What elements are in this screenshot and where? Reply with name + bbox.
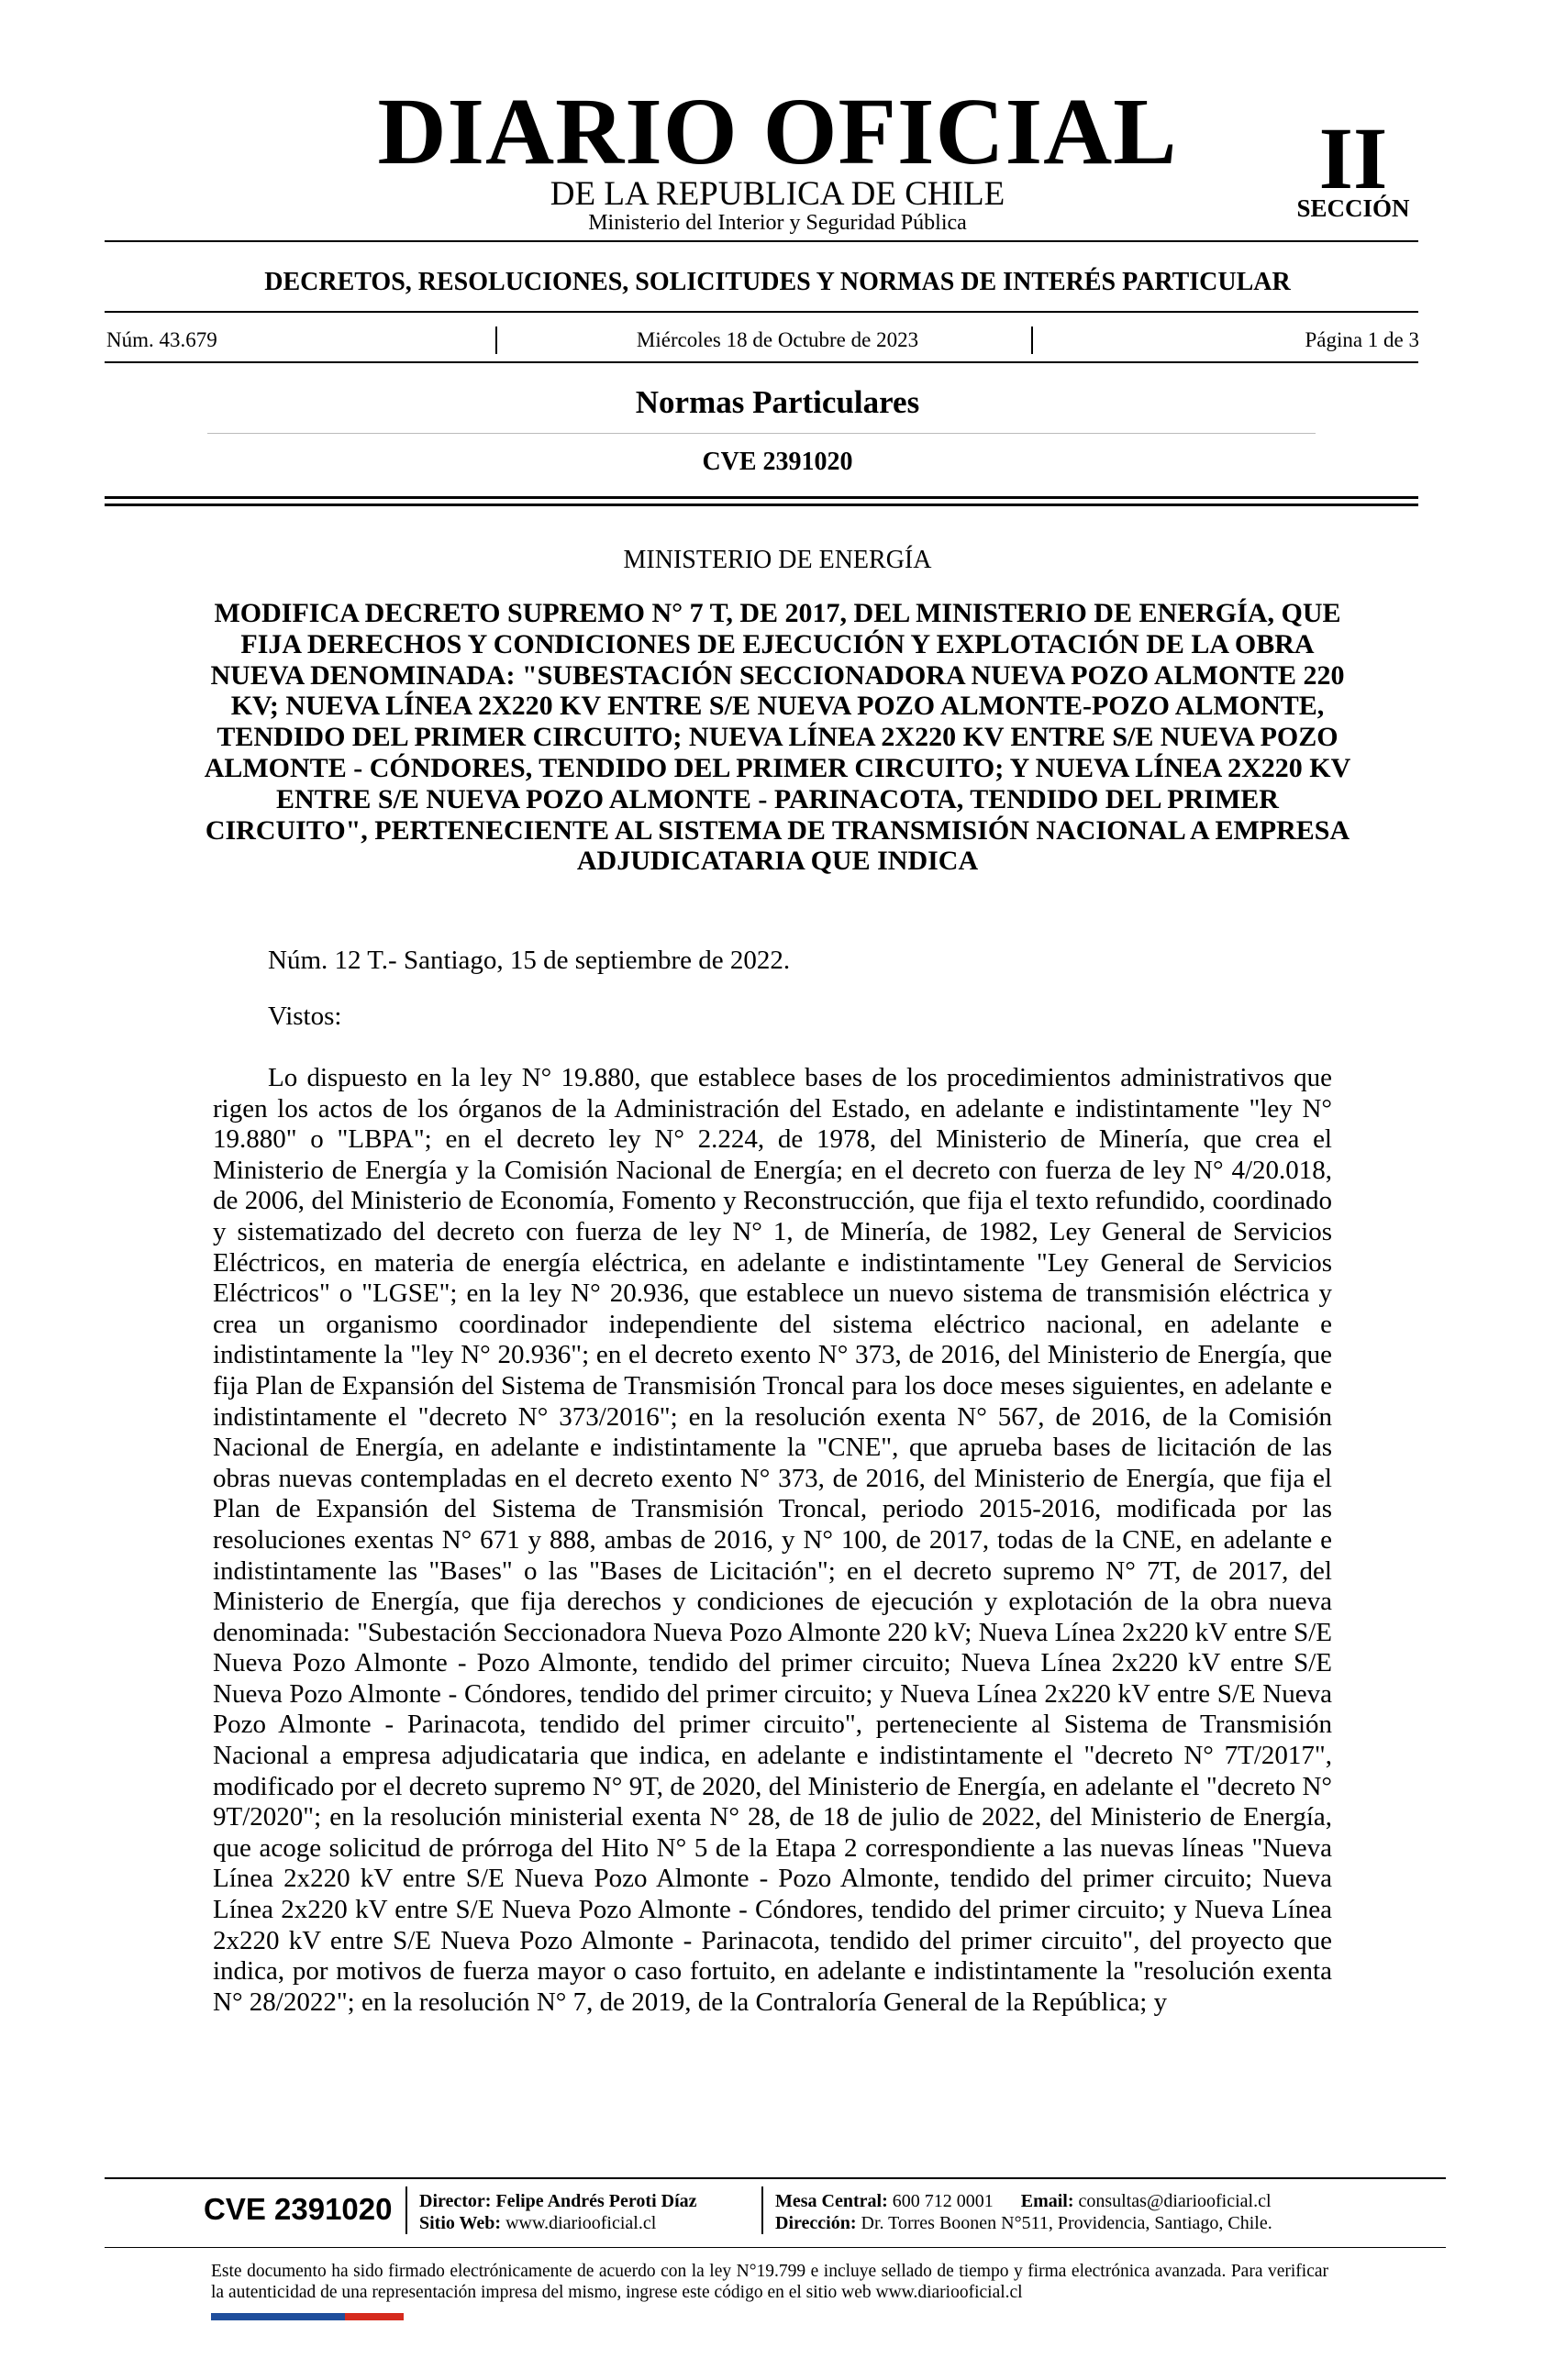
mesa-label: Mesa Central:: [775, 2191, 888, 2211]
website-link[interactable]: www.diariooficial.cl: [505, 2213, 657, 2233]
double-rule-top: [105, 496, 1418, 499]
category-title: Normas Particulares: [635, 384, 920, 420]
signature-disclaimer: Este documento ha sido firmado electrónicamente de acuerdo con la ley N°19.799 e incluye sellado de tiempo y firma electrónica avanzada. Para verificar la autenticidad de una representación impresa del mismo, ingrese este código en el sitio web www.diariooficial.cl: [211, 2262, 1328, 2302]
footer-rule: [105, 2177, 1446, 2179]
section-number: II: [1318, 109, 1388, 207]
cve-code: CVE 2391020: [702, 448, 853, 476]
footer-separator: [405, 2186, 407, 2234]
infobar-rule: [105, 361, 1418, 363]
email-link[interactable]: consultas@diariooficial.cl: [1078, 2191, 1272, 2211]
address-value: Dr. Torres Boonen N°511, Providencia, Santiago, Chile.: [861, 2213, 1272, 2233]
director-label: Director:: [419, 2191, 492, 2211]
footer-website: [419, 2212, 656, 2234]
infobar-separator: [1031, 327, 1033, 354]
vistos-label: Vistos:: [268, 1002, 342, 1031]
masthead-subtitle: DE LA REPUBLICA DE CHILE: [550, 175, 1005, 213]
flag-stripe-blue: [278, 2313, 345, 2320]
issuing-ministry: MINISTERIO DE ENERGÍA: [623, 546, 932, 574]
footer-contact: [775, 2190, 1272, 2212]
footer-separator: [761, 2186, 763, 2234]
flag-stripe-red: [345, 2313, 404, 2320]
director-name: Felipe Andrés Peroti Díaz: [495, 2191, 697, 2211]
address-label: Dirección:: [775, 2213, 857, 2233]
section-label: SECCIÓN: [1296, 194, 1410, 222]
masthead-rule: [105, 240, 1418, 242]
website-label: Sitio Web:: [419, 2213, 502, 2233]
footer-cve-code: CVE 2391020: [204, 2192, 393, 2226]
issue-number: Núm. 43.679: [106, 328, 217, 351]
flag-stripe-blue: [211, 2313, 278, 2320]
vistos-paragraph: Lo dispuesto en la ley N° 19.880, que establece bases de los procedimientos administrativos que rigen los actos de los órganos de la Administración del Estado, en adelante e indistintamente "ley N° 19.880" o "LBPA"; en el decreto ley N° 2.224, de 1978, del Ministerio de Minería, que crea el Ministerio de Energía y la Comisión Nacional de Energía; en el decreto con fuerza de ley N° 4/20.018, de 2006, del Ministerio de Economía, Fomento y Reconstrucción, que fija el texto refundido, coordinado y sistematizado del decreto con fuerza de ley N° 1, de Minería, de 1982, Ley General de Servicios Eléctricos, en materia de energía eléctrica, en adelante e indistintamente "Ley General de Servicios Eléctricos" o "LGSE"; en la ley N° 20.936, que establece un nuevo sistema de transmisión eléctrica y crea un organismo coordinador independiente del sistema eléctrico nacional, en adelante e indistintamente la "ley N° 20.936"; en el decreto exento N° 373, de 2016, del Ministerio de Energía, que fija Plan de Expansión del Sistema de Transmisión Troncal para los doce meses siguientes, en adelante e indistintamente el "decreto N° 373/2016"; en la resolución exenta N° 567, de 2016, de la Comisión Nacional de Energía, en adelante e indistintamente la "CNE", que aprueba bases de licitación de las obras nuevas contempladas en el decreto exento N° 373, de 2016, del Ministerio de Energía, que fija el Plan de Expansión del Sistema de Transmisión Troncal, periodo 2015-2016, modificada por las resoluciones exentas N° 671 y 888, ambas de 2016, y N° 100, de 2017, todas de la CNE, en adelante e indistintamente las "Bases" o las "Bases de Licitación"; en el decreto supremo N° 7T, de 2017, del Ministerio de Energía, que fija derechos y condiciones de ejecución y explotación de la obra nueva denominada: "Subestación Seccionadora Nueva Pozo Almonte 220 kV; Nueva Línea 2x220 kV entre S/E Nueva Pozo Almonte - Pozo Almonte, tendido del primer circuito; Nueva Línea 2x220 kV entre S/E Nueva Pozo Almonte - Cóndores, tendido del primer circuito; y Nueva Línea 2x220 kV entre S/E Nueva Pozo Almonte - Parinacota, tendido del primer circuito", perteneciente al Sistema de Transmisión Nacional a empresa adjudicataria que indica, en adelante e indistintamente el "decreto N° 7T/2017", modificado por el decreto supremo N° 9T, de 2020, del Ministerio de Energía, en adelante el "decreto N° 9T/2020"; en la resolución ministerial exenta N° 28, de 18 de julio de 2022, del Ministerio de Energía, que acoge solicitud de prórroga del Hito N° 5 de la Etapa 2 correspondiente a las nuevas líneas "Nueva Línea 2x220 kV entre S/E Nueva Pozo Almonte - Pozo Almonte, tendido del primer circuito; Nueva Línea 2x220 kV entre S/E Nueva Pozo Almonte - Cóndores, tendido del primer circuito; y Nueva Línea 2x220 kV entre S/E Nueva Pozo Almonte - Parinacota, tendido del primer circuito", del proyecto que indica, por motivos de fuerza mayor o caso fortuito, en adelante e indistintamente la "resolución exenta N° 28/2022"; en la resolución N° 7, de 2019, de la Contraloría General de la República; y: [213, 1063, 1332, 2017]
masthead-title: DIARIO OFICIAL: [377, 79, 1178, 184]
footer-address: [775, 2212, 1272, 2234]
decree-reference: Núm. 12 T.- Santiago, 15 de septiembre de 2022.: [268, 946, 791, 975]
footer-director: [419, 2190, 697, 2212]
footer-rule-thin: [105, 2247, 1446, 2248]
email-label: Email:: [1020, 2191, 1074, 2211]
section-heading: DECRETOS, RESOLUCIONES, SOLICITUDES Y NORMAS DE INTERÉS PARTICULAR: [264, 268, 1291, 296]
masthead-ministry: Ministerio del Interior y Seguridad Pública: [588, 211, 967, 235]
heading-rule: [105, 311, 1418, 313]
category-rule: [207, 433, 1316, 434]
decree-title: MODIFICA DECRETO SUPREMO N° 7 T, DE 2017, DEL MINISTERIO DE ENERGÍA, QUE FIJA DERECHOS Y CONDICIONES DE EJECUCIÓN Y EXPLOTACIÓN DE LA OBRA NUEVA DENOMINADA: "SUBESTACIÓN SECCIONADORA NUEVA POZO ALMONTE 220 KV; NUEVA LÍNEA 2X220 KV ENTRE S/E NUEVA POZO ALMONTE-POZO ALMONTE, TENDIDO DEL PRIMER CIRCUITO; NUEVA LÍNEA 2X220 KV ENTRE S/E NUEVA POZO ALMONTE - CÓNDORES, TENDIDO DEL PRIMER CIRCUITO; Y NUEVA LÍNEA 2X220 KV ENTRE S/E NUEVA POZO ALMONTE - PARINACOTA, TENDIDO DEL PRIMER CIRCUITO", PERTENECIENTE AL SISTEMA DE TRANSMISIÓN NACIONAL A EMPRESA ADJUDICATARIA QUE INDICA: [204, 598, 1351, 877]
page-indicator: Página 1 de 3: [1305, 328, 1419, 351]
mesa-phone: 600 712 0001: [892, 2191, 994, 2211]
issue-date: Miércoles 18 de Octubre de 2023: [636, 328, 919, 351]
double-rule-bottom: [105, 504, 1418, 506]
